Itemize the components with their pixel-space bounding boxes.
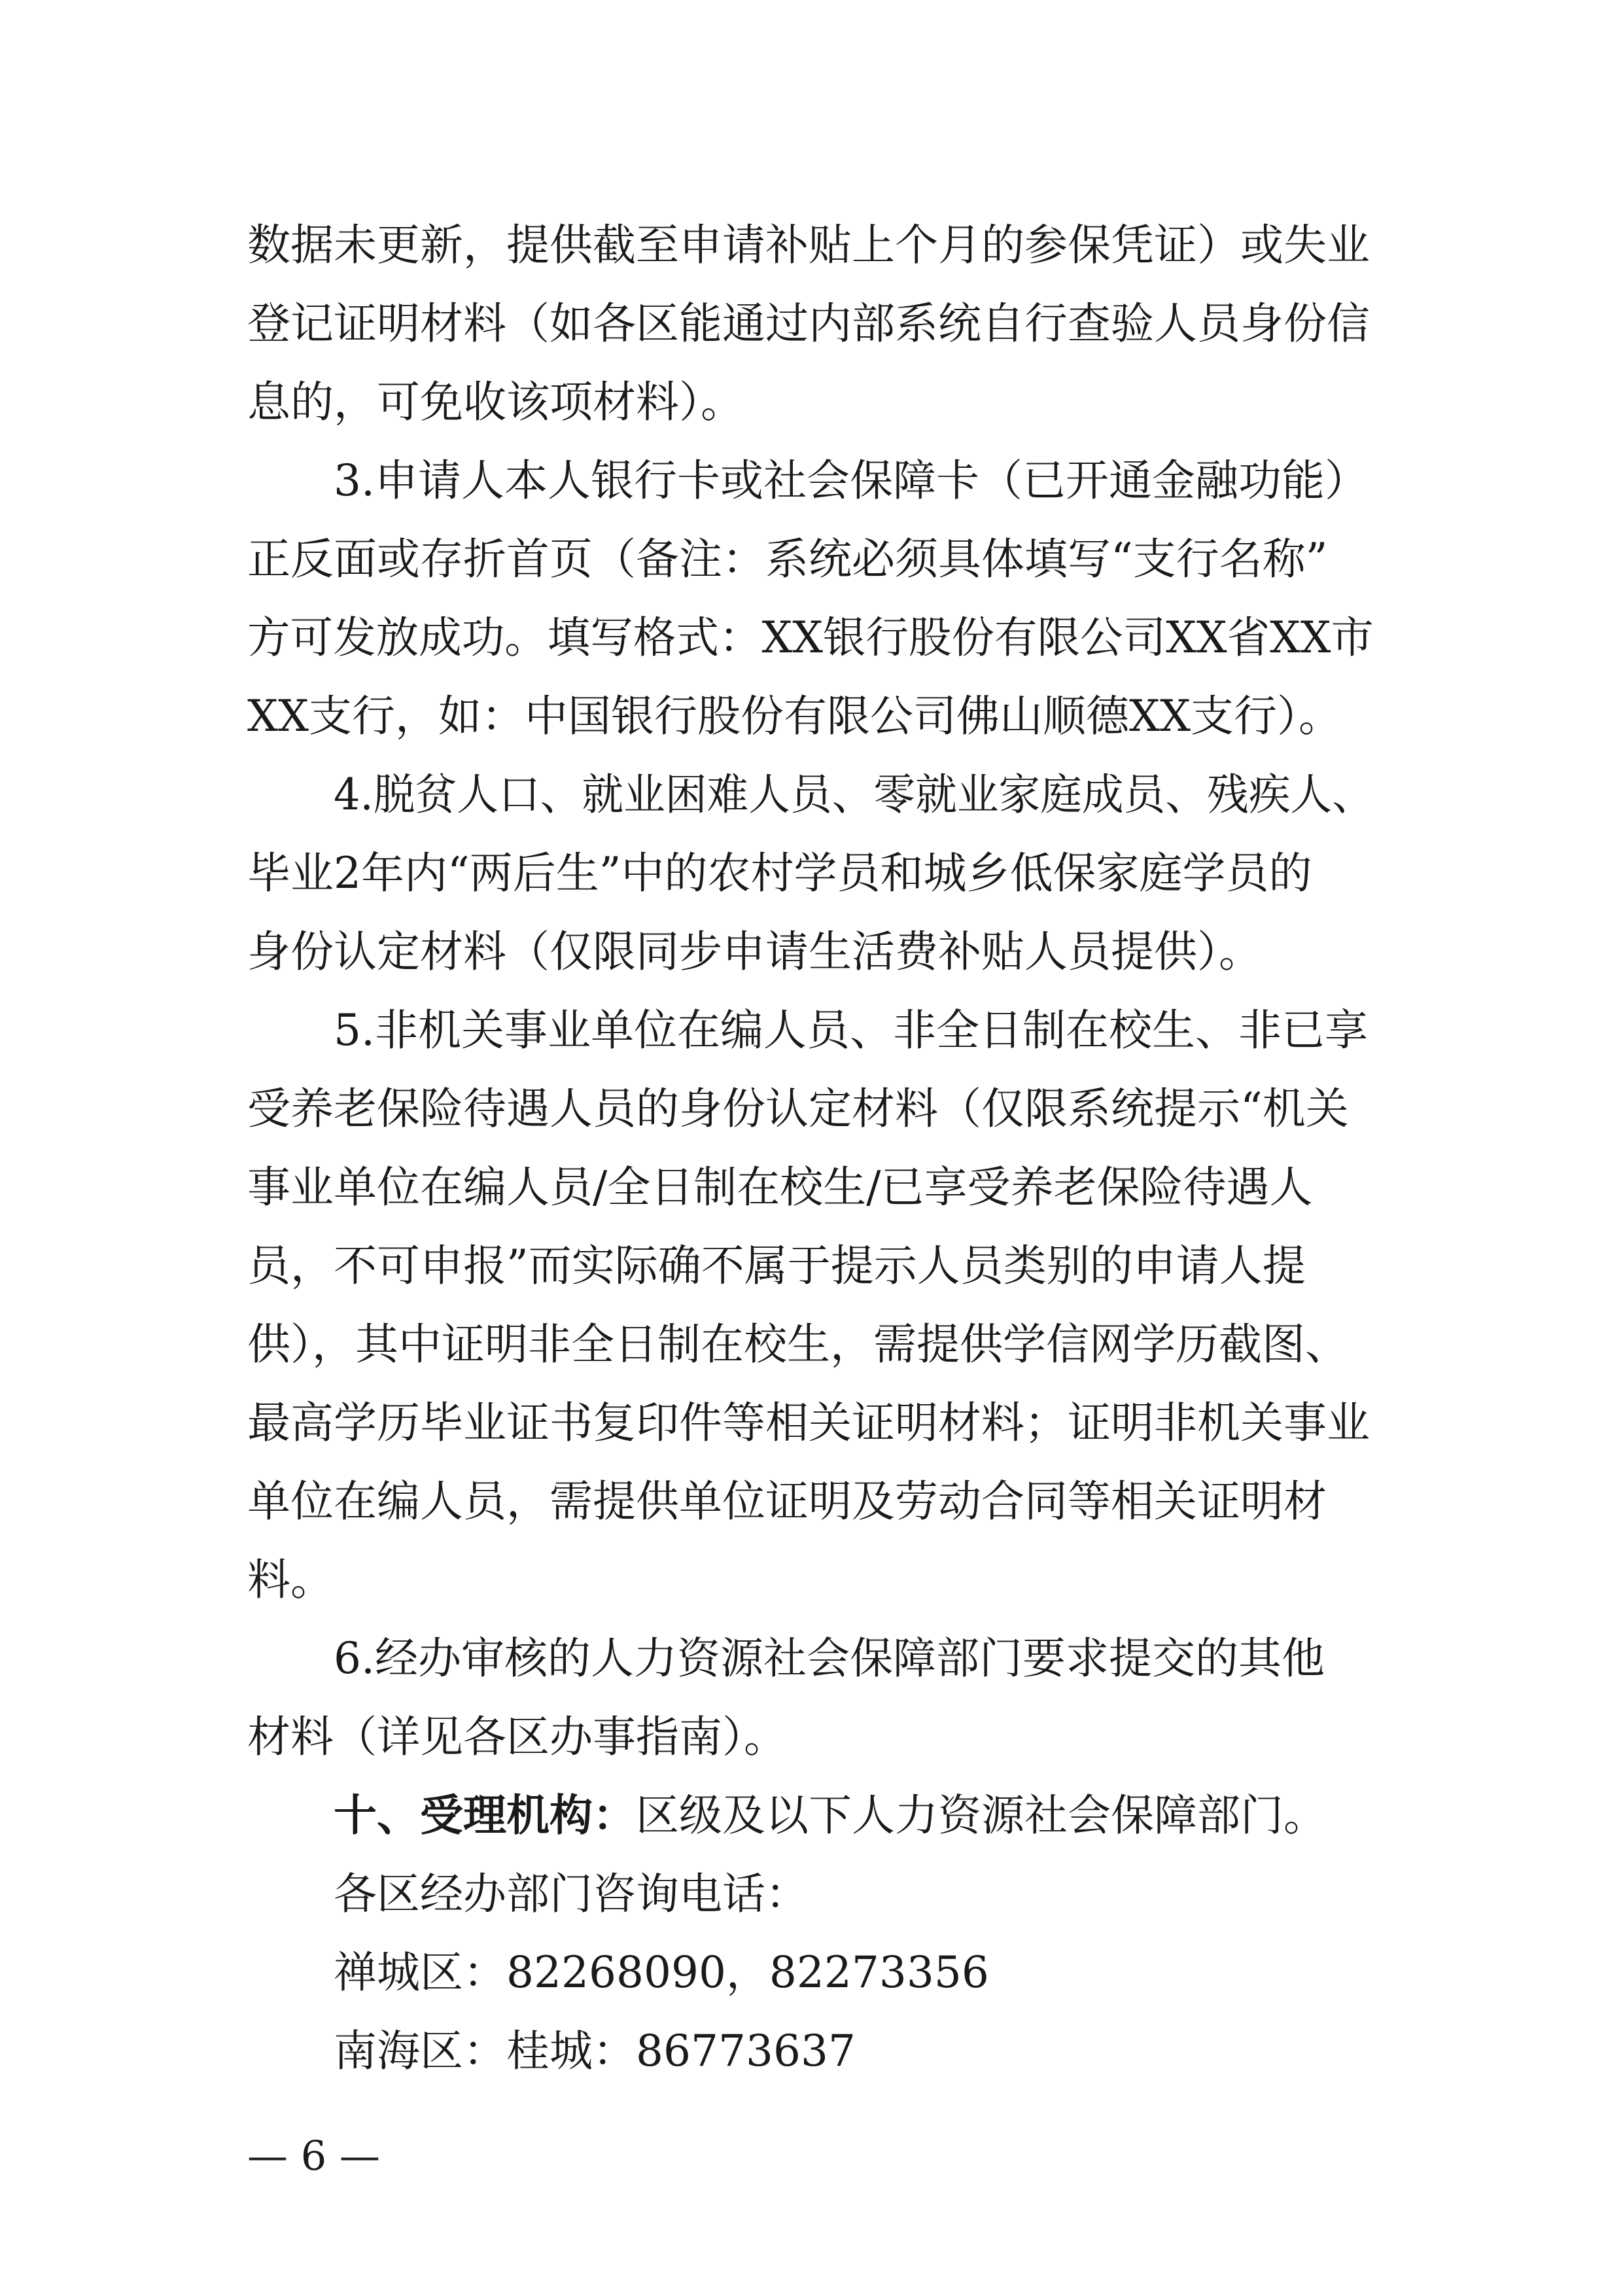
item-4-line: 身份认定材料（仅限同步申请生活费补贴人员提供）。 <box>247 927 1262 977</box>
item-6-line: 6.经办审核的人力资源社会保障部门要求提交的其他 <box>334 1633 1325 1684</box>
item-5-line: 受养老保险待遇人员的身份认定材料（仅限系统提示“机关 <box>247 1084 1349 1134</box>
contacts-heading: 各区经办部门咨询电话： <box>334 1869 809 1919</box>
item-4-line: 毕业2年内“两后生”中的农村学员和城乡低保家庭学员的 <box>247 848 1312 898</box>
item-5-line: 事业单位在编人员/全日制在校生/已享受养老保险待遇人 <box>247 1162 1313 1212</box>
contact-nanhai: 南海区：桂城：86773637 <box>334 2026 856 2076</box>
item-3-line: 方可发放成功。填写格式：XX银行股份有限公司XX省XX市 <box>247 612 1374 663</box>
section-10-label: 十、受理机构： <box>334 1790 636 1841</box>
section-10-line <box>334 1786 1327 1845</box>
item-6-line: 材料（详见各区办事指南）。 <box>247 1712 787 1762</box>
paragraph-line: 息的，可免收该项材料）。 <box>247 377 744 427</box>
section-10-text: 区级及以下人力资源社会保障部门。 <box>636 1790 1327 1841</box>
item-5-line: 单位在编人员，需提供单位证明及劳动合同等相关证明材 <box>247 1476 1327 1527</box>
item-3-line: 正反面或存折首页（备注：系统必须具体填写“支行名称” <box>247 534 1328 584</box>
item-5-line: 最高学历毕业证书复印件等相关证明材料；证明非机关事业 <box>247 1398 1370 1448</box>
contact-chancheng: 禅城区：82268090，82273356 <box>334 1947 989 1998</box>
item-3-line: 3.申请人本人银行卡或社会保障卡（已开通金融功能） <box>334 455 1368 506</box>
item-5-line: 5.非机关事业单位在编人员、非全日制在校生、非已享 <box>334 1005 1368 1055</box>
item-4-line: 4.脱贫人口、就业困难人员、零就业家庭成员、残疾人、 <box>334 769 1374 820</box>
item-5-line: 员，不可申报”而实际确不属于提示人员类别的申请人提 <box>247 1241 1306 1291</box>
paragraph-line: 数据未更新，提供截至申请补贴上个月的参保凭证）或失业 <box>247 220 1370 270</box>
paragraph-line: 登记证明材料（如各区能通过内部系统自行查验人员身份信 <box>247 298 1370 349</box>
item-5-line: 料。 <box>247 1555 334 1605</box>
page-number: — 6 — <box>247 2132 380 2180</box>
item-5-line: 供），其中证明非全日制在校生，需提供学信网学历截图、 <box>247 1319 1348 1369</box>
item-3-line: XX支行，如：中国银行股份有限公司佛山顺德XX支行）。 <box>247 691 1342 741</box>
